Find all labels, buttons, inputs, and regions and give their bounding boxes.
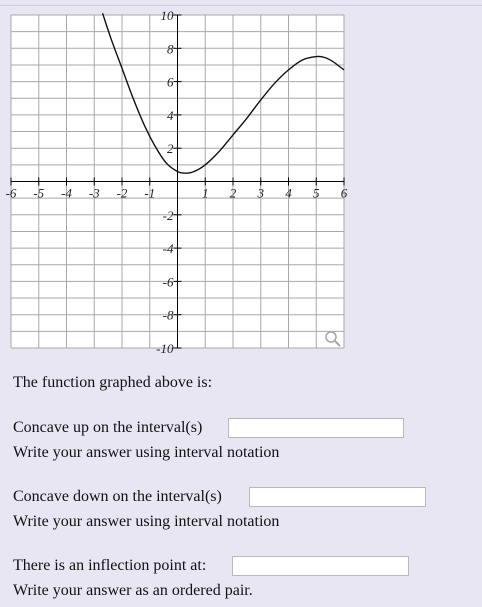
inflection-point-input[interactable] (232, 556, 409, 576)
x-tick-label: -2 (116, 185, 128, 201)
y-tick-label: 8 (167, 41, 174, 57)
y-tick-label: 2 (167, 141, 174, 157)
concave-up-input[interactable] (228, 418, 404, 438)
top-divider (0, 5, 482, 6)
intro-text: The function graphed above is: (13, 374, 213, 391)
y-tick-label: -10 (156, 341, 174, 356)
concave-down-label: Concave down on the interval(s) (13, 488, 222, 505)
concave-down-hint: Write your answer using interval notation (13, 513, 280, 530)
x-tick-label: -3 (88, 185, 100, 201)
x-tick-label: 3 (257, 185, 264, 201)
magnifier-icon[interactable] (324, 330, 342, 348)
x-tick-label: 2 (229, 185, 237, 201)
x-tick-label: 5 (313, 185, 320, 201)
x-tick-label: 1 (202, 185, 209, 201)
y-tick-label: -6 (162, 274, 174, 290)
inflection-point-hint: Write your answer as an ordered pair. (13, 582, 253, 599)
y-tick-label: 4 (167, 107, 174, 123)
x-tick-label: 4 (285, 185, 292, 201)
function-graph[interactable] (5, 8, 348, 356)
concave-up-label: Concave up on the interval(s) (13, 419, 203, 436)
y-tick-label: -4 (162, 241, 174, 257)
function-curve (103, 13, 344, 173)
x-tick-label: -6 (5, 185, 17, 201)
y-tick-label: -2 (162, 207, 174, 223)
x-tick-label: 6 (340, 185, 348, 201)
y-tick-label: 10 (160, 8, 174, 23)
concave-down-input[interactable] (249, 487, 426, 507)
y-tick-label: -8 (162, 307, 174, 323)
graph-svg (5, 8, 348, 356)
inflection-point-label: There is an inflection point at: (13, 557, 207, 574)
x-tick-label: -1 (144, 185, 156, 201)
y-tick-label: 6 (167, 74, 174, 90)
x-tick-label: -5 (33, 185, 45, 201)
concave-up-hint: Write your answer using interval notation (13, 444, 280, 461)
x-tick-label: -4 (61, 185, 72, 201)
